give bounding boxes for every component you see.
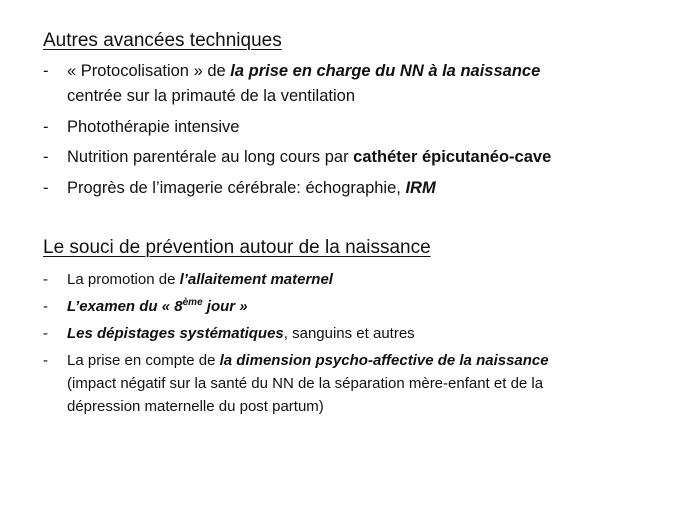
- superscript: ème: [182, 297, 203, 308]
- item-emphasis: la prise en charge du NN à la naissance: [230, 62, 541, 80]
- section-heading-prevention: Le souci de prévention autour de la naissance: [43, 237, 431, 258]
- item-text: L’examen du « 8ème jour »: [67, 297, 248, 315]
- bullet-dash: -: [43, 148, 49, 166]
- bullet-dash: -: [43, 271, 48, 288]
- item-emphasis: l’allaitement maternel: [179, 271, 333, 288]
- item-text-line2: centrée sur la primauté de la ventilation: [67, 87, 355, 105]
- item-text: Nutrition parentérale au long cours par cathéter épicutanéo-cave: [67, 148, 552, 166]
- bullet-dash: -: [43, 118, 49, 136]
- item-text-line2: (impact négatif sur la santé du NN de la séparation mère-enfant et de la: [67, 375, 544, 392]
- bullet-dash: -: [43, 62, 49, 80]
- item-emphasis: cathéter épicutanéo-cave: [353, 148, 552, 166]
- bullet-dash: -: [43, 325, 48, 342]
- item-text: Photothérapie intensive: [67, 118, 240, 136]
- item-text: La prise en compte de la dimension psycho-affective de la naissance: [67, 352, 549, 369]
- item-emphasis: la dimension psycho-affective de la naissance: [219, 352, 549, 369]
- bullet-dash: -: [43, 179, 49, 197]
- item-text: La promotion de l’allaitement maternel: [67, 271, 333, 288]
- item-text: Progrès de l’imagerie cérébrale: échographie, IRM: [67, 179, 436, 197]
- item-text: Les dépistages systématiques, sanguins et autres: [67, 325, 415, 342]
- bullet-dash: -: [43, 298, 48, 315]
- section-heading-techniques: Autres avancées techniques: [43, 30, 282, 51]
- item-text: « Protocolisation » de la prise en charge du NN à la naissance: [67, 62, 541, 80]
- item-emphasis: Les dépistages systématiques: [67, 325, 284, 342]
- bullet-dash: -: [43, 352, 48, 369]
- item-emphasis: IRM: [405, 179, 436, 197]
- item-text-line3: dépression maternelle du post partum): [67, 398, 324, 415]
